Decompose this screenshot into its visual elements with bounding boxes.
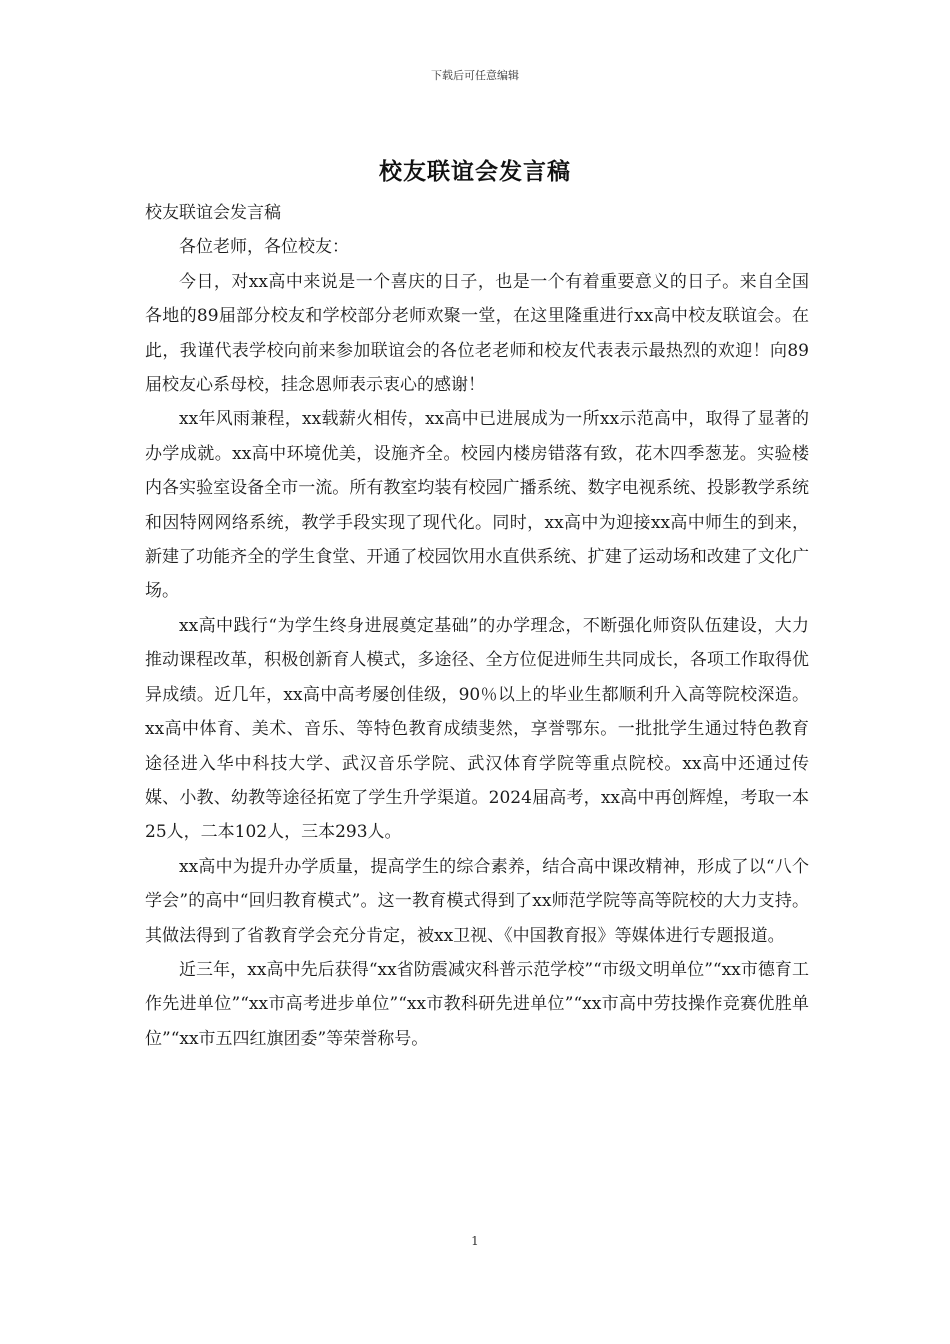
paragraph: xx年风雨兼程，xx载薪火相传，xx高中已进展成为一所xx示范高中，取得了显著的办学成就。xx高中环境优美，设施齐全。校园内楼房错落有致，花木四季葱茏。实验楼内各实验室设备全市一流。所有教室均装有校园广播系统、数字电视系统、投影教学系统和因特网网络系统，教学手段实现了现代化。同时，xx高中为迎接xx高中师生的到来，新建了功能齐全的学生食堂、开通了校园饮用水直供系统、扩建了运动场和改建了文化广场。 (145, 409, 809, 602)
document-title: 校友联谊会发言稿 (379, 158, 571, 185)
paragraph: 近三年，xx高中先后获得“xx省防震减灾科普示范学校”“市级文明单位”“xx市德育工作先进单位”“xx市高考进步单位”“xx市教科研先进单位”“xx市高中劳技操作竞赛优胜单位”“xx市五四红旗团委”等荣誉称号。 (145, 959, 809, 1049)
paragraph: xx高中为提升办学质量，提高学生的综合素养，结合高中课改精神，形成了以“八个学会”的高中“回归教育模式”。这一教育模式得到了xx师范学院等高等院校的大力支持。其做法得到了省教育学会充分肯定，被xx卫视、《中国教育报》等媒体进行专题报道。 (145, 856, 809, 946)
document-subtitle: 校友联谊会发言稿 (145, 203, 281, 223)
page-number: 1 (471, 1234, 479, 1248)
document-body (145, 196, 809, 1056)
paragraph: 今日，对xx高中来说是一个喜庆的日子，也是一个有着重要意义的日子。来自全国各地的89届部分校友和学校部分老师欢聚一堂，在这里隆重进行xx高中校友联谊会。在此，我谨代表学校向前来参加联谊会的各位老老师和校友代表表示最热烈的欢迎！向89届校友心系母校，挂念恩师表示衷心的感谢！ (145, 271, 809, 396)
header-note: 下载后可任意编辑 (431, 69, 519, 82)
paragraph: xx高中践行“为学生终身进展奠定基础”的办学理念，不断强化师资队伍建设，大力推动课程改革，积极创新育人模式，多途径、全方位促进师生共同成长，各项工作取得优异成绩。近几年，xx高中高考屡创佳级，90％以上的毕业生都顺利升入高等院校深造。xx高中体育、美术、音乐、等特色教育成绩斐然，享誉鄂东。一批批学生通过特色教育途径进入华中科技大学、武汉音乐学院、武汉体育学院等重点院校。xx高中还通过传媒、小教、幼教等途径拓宽了学生升学渠道。2024届高考，xx高中再创辉煌，考取一本25人，二本102人，三本293人。 (145, 615, 809, 843)
salutation: 各位老师，各位校友： (179, 237, 349, 258)
